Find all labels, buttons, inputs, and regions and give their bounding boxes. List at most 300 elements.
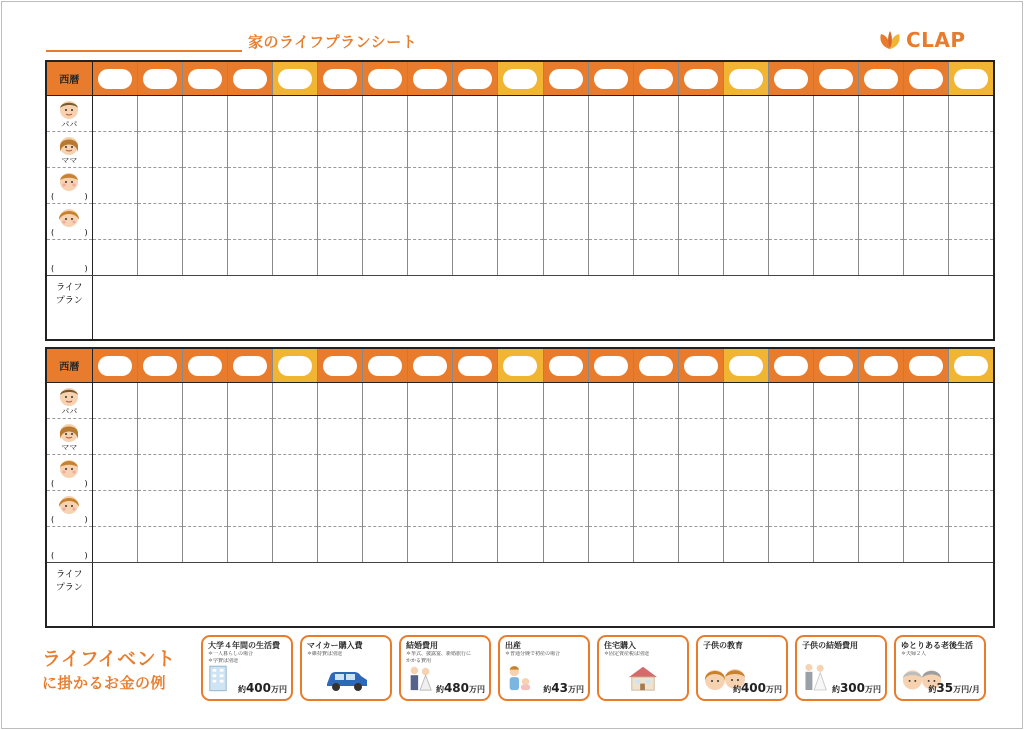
age-cell[interactable] — [182, 490, 227, 526]
year-cell — [904, 348, 949, 382]
age-cell[interactable] — [588, 382, 633, 418]
age-cell[interactable] — [137, 418, 182, 454]
age-cell[interactable] — [814, 382, 859, 418]
age-cell[interactable] — [453, 131, 498, 167]
age-cell[interactable] — [814, 203, 859, 239]
age-cell[interactable] — [408, 526, 453, 562]
age-cell[interactable] — [949, 526, 994, 562]
age-cell[interactable] — [814, 167, 859, 203]
event-amount — [928, 677, 980, 696]
life-event-card — [498, 635, 590, 701]
event-amount — [733, 677, 782, 696]
age-cell[interactable] — [498, 239, 543, 275]
age-cell[interactable] — [769, 131, 814, 167]
age-cell[interactable] — [678, 203, 723, 239]
age-cell[interactable] — [453, 239, 498, 275]
age-cell[interactable] — [227, 131, 272, 167]
car-icon — [324, 666, 370, 696]
event-amount — [238, 677, 287, 696]
age-cell[interactable] — [859, 454, 904, 490]
age-cell[interactable] — [814, 526, 859, 562]
age-cell[interactable] — [633, 382, 678, 418]
age-cell[interactable] — [588, 239, 633, 275]
year-input[interactable] — [413, 356, 447, 376]
member-name-blank[interactable] — [51, 192, 88, 201]
age-cell[interactable] — [723, 454, 768, 490]
age-cell[interactable] — [453, 490, 498, 526]
age-cell[interactable] — [227, 490, 272, 526]
age-cell[interactable] — [949, 239, 994, 275]
age-cell[interactable] — [498, 382, 543, 418]
age-cell[interactable] — [363, 454, 408, 490]
age-cell[interactable] — [92, 382, 137, 418]
event-amount — [832, 677, 881, 696]
age-cell[interactable] — [137, 454, 182, 490]
age-cell[interactable] — [453, 167, 498, 203]
member-name-blank[interactable] — [51, 515, 88, 524]
age-cell[interactable] — [904, 95, 949, 131]
age-cell[interactable] — [363, 167, 408, 203]
age-cell[interactable] — [182, 239, 227, 275]
member-name-blank[interactable] — [51, 228, 88, 237]
age-cell[interactable] — [949, 203, 994, 239]
age-cell[interactable] — [769, 95, 814, 131]
age-cell[interactable] — [182, 526, 227, 562]
age-cell[interactable] — [498, 526, 543, 562]
lifeplan-label — [46, 562, 92, 627]
member-row — [46, 454, 994, 490]
age-cell[interactable] — [182, 203, 227, 239]
age-cell[interactable] — [904, 167, 949, 203]
age-cell[interactable] — [859, 490, 904, 526]
age-cell[interactable] — [949, 131, 994, 167]
year-label: 西暦 — [46, 348, 92, 382]
year-input[interactable] — [98, 69, 132, 89]
age-cell[interactable] — [678, 167, 723, 203]
age-cell[interactable] — [318, 454, 363, 490]
year-input[interactable] — [549, 69, 583, 89]
age-cell[interactable] — [859, 95, 904, 131]
event-note: ＊挙式、披露宴、新婚旅行に — [406, 651, 472, 657]
year-input[interactable] — [549, 356, 583, 376]
age-cell[interactable] — [633, 454, 678, 490]
age-cell[interactable] — [318, 203, 363, 239]
age-cell[interactable] — [182, 167, 227, 203]
age-cell[interactable] — [543, 167, 588, 203]
age-cell[interactable] — [769, 203, 814, 239]
age-cell[interactable] — [769, 167, 814, 203]
age-cell[interactable] — [678, 526, 723, 562]
year-cell — [453, 348, 498, 382]
year-cell — [814, 348, 859, 382]
age-cell[interactable] — [227, 454, 272, 490]
year-input[interactable] — [233, 356, 267, 376]
boy-face-icon — [58, 457, 80, 479]
age-cell[interactable] — [723, 418, 768, 454]
year-input[interactable] — [639, 69, 673, 89]
age-cell[interactable] — [408, 95, 453, 131]
age-cell[interactable] — [318, 95, 363, 131]
age-cell[interactable] — [92, 526, 137, 562]
year-input[interactable] — [819, 69, 853, 89]
amount-unit: 万円 — [469, 685, 485, 694]
age-cell[interactable] — [588, 490, 633, 526]
age-cell[interactable] — [588, 418, 633, 454]
age-cell[interactable] — [859, 167, 904, 203]
year-input[interactable] — [819, 356, 853, 376]
age-cell[interactable] — [318, 131, 363, 167]
age-cell[interactable] — [543, 418, 588, 454]
age-cell[interactable] — [723, 526, 768, 562]
member-cell — [46, 526, 92, 562]
member-row — [46, 490, 994, 526]
event-note: ＊維持費は別途 — [307, 651, 343, 657]
age-cell[interactable] — [633, 131, 678, 167]
age-cell[interactable] — [272, 239, 317, 275]
age-cell[interactable] — [227, 526, 272, 562]
age-cell[interactable] — [453, 95, 498, 131]
year-input[interactable] — [368, 356, 402, 376]
age-cell[interactable] — [272, 131, 317, 167]
age-cell[interactable] — [408, 131, 453, 167]
age-cell[interactable] — [543, 203, 588, 239]
age-cell[interactable] — [272, 382, 317, 418]
member-cell — [46, 239, 92, 275]
age-cell[interactable] — [92, 239, 137, 275]
age-cell[interactable] — [904, 203, 949, 239]
age-cell[interactable] — [318, 418, 363, 454]
age-cell[interactable] — [498, 203, 543, 239]
age-cell[interactable] — [723, 95, 768, 131]
event-note: ＊固定資産税は別途 — [604, 651, 650, 657]
age-cell[interactable] — [769, 382, 814, 418]
age-cell[interactable] — [498, 454, 543, 490]
age-cell[interactable] — [92, 490, 137, 526]
age-cell[interactable] — [408, 454, 453, 490]
year-cell — [904, 61, 949, 95]
age-cell[interactable] — [182, 95, 227, 131]
age-cell[interactable] — [137, 95, 182, 131]
age-cell[interactable] — [272, 490, 317, 526]
age-cell[interactable] — [272, 203, 317, 239]
mother-face-icon — [58, 421, 80, 443]
age-cell[interactable] — [137, 167, 182, 203]
age-cell[interactable] — [137, 239, 182, 275]
year-input[interactable] — [188, 356, 222, 376]
year-input[interactable] — [954, 356, 988, 376]
age-cell[interactable] — [92, 418, 137, 454]
age-cell[interactable] — [182, 382, 227, 418]
age-cell[interactable] — [769, 239, 814, 275]
age-cell[interactable] — [92, 203, 137, 239]
age-cell[interactable] — [678, 131, 723, 167]
age-cell[interactable] — [814, 239, 859, 275]
year-cell — [498, 348, 543, 382]
age-cell[interactable] — [723, 239, 768, 275]
age-cell[interactable] — [678, 382, 723, 418]
paren-close: ) — [84, 514, 88, 524]
age-cell[interactable] — [137, 131, 182, 167]
year-input[interactable] — [729, 69, 763, 89]
age-cell[interactable] — [92, 131, 137, 167]
age-cell[interactable] — [272, 418, 317, 454]
age-cell[interactable] — [678, 239, 723, 275]
event-note: ＊学費は別途 — [208, 658, 239, 664]
age-cell[interactable] — [814, 454, 859, 490]
age-cell[interactable] — [769, 418, 814, 454]
age-cell[interactable] — [814, 131, 859, 167]
age-cell[interactable] — [814, 418, 859, 454]
lifeplan-cell[interactable] — [92, 275, 994, 340]
age-cell[interactable] — [227, 167, 272, 203]
age-cell[interactable] — [227, 418, 272, 454]
year-input[interactable] — [684, 69, 718, 89]
age-cell[interactable] — [137, 382, 182, 418]
age-cell[interactable] — [543, 95, 588, 131]
event-notes — [505, 651, 585, 658]
age-cell[interactable] — [949, 95, 994, 131]
age-cell[interactable] — [137, 490, 182, 526]
age-cell[interactable] — [363, 526, 408, 562]
age-cell[interactable] — [272, 167, 317, 203]
age-cell[interactable] — [318, 239, 363, 275]
age-cell[interactable] — [453, 454, 498, 490]
lifeplan-row — [46, 275, 994, 340]
age-cell[interactable] — [769, 526, 814, 562]
age-cell[interactable] — [363, 95, 408, 131]
age-cell[interactable] — [92, 454, 137, 490]
bride-groom-icon — [802, 662, 828, 696]
age-cell[interactable] — [408, 203, 453, 239]
age-cell[interactable] — [227, 382, 272, 418]
paren-open: ( — [51, 550, 55, 560]
age-cell[interactable] — [227, 203, 272, 239]
age-cell[interactable] — [182, 454, 227, 490]
age-cell[interactable] — [318, 167, 363, 203]
year-input[interactable] — [233, 69, 267, 89]
age-cell[interactable] — [498, 418, 543, 454]
father-face-icon — [58, 98, 80, 120]
amount-value: 400 — [245, 681, 271, 695]
life-plan-sheet — [1, 1, 1023, 729]
age-cell[interactable] — [182, 418, 227, 454]
age-cell[interactable] — [904, 131, 949, 167]
age-cell[interactable] — [949, 454, 994, 490]
lifeplan-label — [46, 275, 92, 340]
age-cell[interactable] — [678, 454, 723, 490]
year-input[interactable] — [909, 356, 943, 376]
age-cell[interactable] — [633, 490, 678, 526]
age-cell[interactable] — [453, 418, 498, 454]
age-cell[interactable] — [859, 203, 904, 239]
age-cell[interactable] — [949, 490, 994, 526]
age-cell[interactable] — [859, 131, 904, 167]
year-input[interactable] — [639, 356, 673, 376]
amount-value: 43 — [551, 681, 568, 695]
age-cell[interactable] — [543, 526, 588, 562]
year-input[interactable] — [684, 356, 718, 376]
year-input[interactable] — [188, 69, 222, 89]
year-input[interactable] — [594, 69, 628, 89]
event-amount — [436, 677, 485, 696]
age-cell[interactable] — [453, 382, 498, 418]
age-cell[interactable] — [363, 203, 408, 239]
age-cell[interactable] — [949, 418, 994, 454]
age-cell[interactable] — [588, 203, 633, 239]
year-input[interactable] — [954, 69, 988, 89]
year-cell — [588, 61, 633, 95]
year-input[interactable] — [864, 356, 898, 376]
age-cell[interactable] — [723, 203, 768, 239]
age-cell[interactable] — [182, 131, 227, 167]
lifeplan-cell[interactable] — [92, 562, 994, 627]
year-input[interactable] — [143, 69, 177, 89]
age-cell[interactable] — [633, 418, 678, 454]
year-input[interactable] — [143, 356, 177, 376]
year-cell — [182, 348, 227, 382]
age-cell[interactable] — [949, 382, 994, 418]
age-cell[interactable] — [678, 490, 723, 526]
age-cell[interactable] — [453, 203, 498, 239]
age-cell[interactable] — [588, 167, 633, 203]
age-cell[interactable] — [92, 167, 137, 203]
member-name-blank[interactable] — [51, 264, 88, 273]
age-cell[interactable] — [769, 454, 814, 490]
age-cell[interactable] — [227, 95, 272, 131]
age-cell[interactable] — [633, 167, 678, 203]
age-cell[interactable] — [543, 454, 588, 490]
year-input[interactable] — [278, 69, 312, 89]
age-cell[interactable] — [859, 382, 904, 418]
age-cell[interactable] — [363, 382, 408, 418]
year-input[interactable] — [909, 69, 943, 89]
age-cell[interactable] — [498, 490, 543, 526]
age-cell[interactable] — [859, 418, 904, 454]
year-cell — [92, 348, 137, 382]
girl-face-icon — [58, 493, 80, 515]
year-input[interactable] — [458, 69, 492, 89]
age-cell[interactable] — [318, 382, 363, 418]
age-cell[interactable] — [678, 418, 723, 454]
age-cell[interactable] — [588, 131, 633, 167]
year-input[interactable] — [774, 356, 808, 376]
age-cell[interactable] — [633, 95, 678, 131]
year-input[interactable] — [368, 69, 402, 89]
year-input[interactable] — [503, 69, 537, 89]
age-cell[interactable] — [949, 167, 994, 203]
member-cell — [46, 418, 92, 454]
year-cell — [363, 348, 408, 382]
lifeplan-label-line1: ライフ — [56, 569, 83, 580]
age-cell[interactable] — [723, 167, 768, 203]
year-cell — [769, 61, 814, 95]
age-cell[interactable] — [814, 490, 859, 526]
age-cell[interactable] — [227, 239, 272, 275]
age-cell[interactable] — [272, 526, 317, 562]
age-cell[interactable] — [318, 490, 363, 526]
year-input[interactable] — [323, 69, 357, 89]
year-input[interactable] — [458, 356, 492, 376]
mother-face-icon — [58, 134, 80, 156]
leaf-logo-icon — [878, 29, 902, 51]
member-cell — [46, 203, 92, 239]
age-cell[interactable] — [723, 131, 768, 167]
age-cell[interactable] — [363, 418, 408, 454]
age-cell[interactable] — [408, 167, 453, 203]
age-cell[interactable] — [408, 490, 453, 526]
age-cell[interactable] — [859, 239, 904, 275]
age-cell[interactable] — [543, 131, 588, 167]
year-input[interactable] — [774, 69, 808, 89]
age-cell[interactable] — [543, 239, 588, 275]
year-input[interactable] — [323, 356, 357, 376]
age-cell[interactable] — [543, 490, 588, 526]
year-cell — [182, 61, 227, 95]
age-cell[interactable] — [588, 95, 633, 131]
year-input[interactable] — [413, 69, 447, 89]
age-cell[interactable] — [588, 454, 633, 490]
age-cell[interactable] — [137, 526, 182, 562]
age-cell[interactable] — [543, 382, 588, 418]
age-cell[interactable] — [678, 95, 723, 131]
year-input[interactable] — [278, 356, 312, 376]
age-cell[interactable] — [453, 526, 498, 562]
age-cell[interactable] — [408, 239, 453, 275]
member-name-blank[interactable] — [51, 479, 88, 488]
year-input[interactable] — [729, 356, 763, 376]
age-cell[interactable] — [363, 239, 408, 275]
year-input[interactable] — [98, 356, 132, 376]
age-cell[interactable] — [272, 454, 317, 490]
age-cell[interactable] — [633, 526, 678, 562]
age-cell[interactable] — [859, 526, 904, 562]
age-cell[interactable] — [904, 454, 949, 490]
member-name-blank[interactable] — [51, 551, 88, 560]
age-cell[interactable] — [498, 167, 543, 203]
age-cell[interactable] — [363, 131, 408, 167]
year-cell — [814, 61, 859, 95]
year-cell — [678, 61, 723, 95]
year-input[interactable] — [594, 356, 628, 376]
age-cell[interactable] — [92, 95, 137, 131]
member-label: パパ — [61, 406, 78, 416]
age-cell[interactable] — [137, 203, 182, 239]
age-cell[interactable] — [633, 239, 678, 275]
age-cell[interactable] — [272, 95, 317, 131]
amount-prefix: 約 — [435, 685, 444, 694]
age-cell[interactable] — [814, 95, 859, 131]
age-cell[interactable] — [904, 239, 949, 275]
age-cell[interactable] — [498, 95, 543, 131]
age-cell[interactable] — [723, 382, 768, 418]
age-cell[interactable] — [904, 418, 949, 454]
age-cell[interactable] — [723, 490, 768, 526]
age-cell[interactable] — [498, 131, 543, 167]
age-cell[interactable] — [904, 526, 949, 562]
age-cell[interactable] — [588, 526, 633, 562]
year-input[interactable] — [503, 356, 537, 376]
paren-close: ) — [84, 191, 88, 201]
age-cell[interactable] — [408, 418, 453, 454]
age-cell[interactable] — [904, 490, 949, 526]
age-cell[interactable] — [363, 490, 408, 526]
age-cell[interactable] — [408, 382, 453, 418]
age-cell[interactable] — [904, 382, 949, 418]
age-cell[interactable] — [769, 490, 814, 526]
age-cell[interactable] — [318, 526, 363, 562]
age-cell[interactable] — [633, 203, 678, 239]
year-input[interactable] — [864, 69, 898, 89]
